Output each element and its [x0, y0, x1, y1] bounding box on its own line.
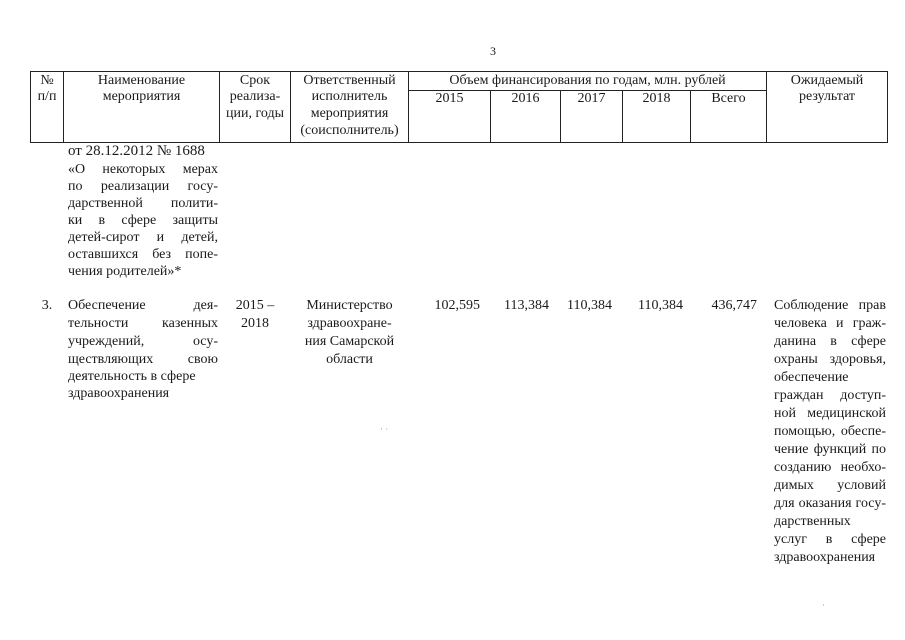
- header-year-2015: 2015: [435, 91, 464, 106]
- value-total: 436,747: [711, 298, 757, 313]
- continuation-line: чения родителей»*: [68, 264, 182, 279]
- activity-name-line: Обеспечение дея-: [68, 298, 218, 313]
- continuation-line: дарственной полити-: [68, 196, 218, 211]
- result-line: граждан доступ-: [774, 388, 886, 403]
- value-2018: 110,384: [638, 298, 683, 313]
- header-year-2017: 2017: [577, 91, 606, 106]
- activity-name-line: здравоохранения: [68, 386, 170, 401]
- header-num: №: [40, 73, 54, 88]
- value-2017: 110,384: [567, 298, 612, 313]
- continuation-line: «О некоторых мерах: [68, 162, 218, 177]
- result-line: здравоохранения: [774, 550, 876, 565]
- result-line: обеспечение: [774, 370, 849, 385]
- responsible-line: ния Самарской: [304, 334, 395, 349]
- result-line: охраны здоровья,: [774, 352, 886, 367]
- result-line: димых условий: [774, 478, 886, 493]
- result-line: чение функций по: [774, 442, 886, 457]
- responsible-line: Министерство: [306, 298, 393, 313]
- header-funding: Объем финансирования по годам, млн. рублей: [449, 73, 726, 88]
- header-term-line1: Срок: [239, 73, 271, 88]
- header-year-2016: 2016: [511, 91, 540, 106]
- continuation-line: по реализации госу-: [68, 179, 218, 194]
- activity-name-line: тельности казенных: [68, 316, 218, 331]
- activity-name-line: учреждений, осу-: [68, 334, 218, 349]
- responsible-line: здравоохране-: [307, 316, 392, 331]
- header-resp-line4: (соисполнитель): [300, 123, 399, 138]
- value-2016: 113,384: [504, 298, 549, 313]
- header-num-pp: п/п: [37, 89, 57, 104]
- result-line: помощью, обеспе-: [774, 424, 886, 439]
- header-resp-line3: мероприятия: [310, 106, 389, 121]
- header-resp-line2: исполнитель: [311, 89, 388, 104]
- result-line: данина в сфере: [774, 334, 886, 349]
- result-line: для оказания госу-: [774, 496, 886, 511]
- activity-name-line: деятельность в сфере: [68, 369, 196, 384]
- continuation-line: от 28.12.2012 № 1688: [68, 143, 205, 159]
- header-name-line2: мероприятия: [102, 89, 181, 104]
- header-total: Всего: [711, 91, 746, 106]
- result-line: услуг в сфере: [774, 532, 886, 547]
- continuation-line: оставшихся без попе-: [68, 247, 218, 262]
- header-year-2018: 2018: [642, 91, 671, 106]
- responsible-line: области: [326, 352, 373, 367]
- page-number: 3: [490, 44, 496, 58]
- header-result-line1: Ожидаемый: [790, 73, 864, 88]
- result-line: человека и граж-: [774, 316, 886, 331]
- result-line: Соблюдение прав: [774, 298, 886, 313]
- result-line: дарственных: [774, 514, 851, 529]
- scan-speck: · ·: [380, 424, 389, 434]
- activity-name-line: ществляющих свою: [68, 352, 218, 367]
- result-line: ной медицинской: [774, 406, 886, 421]
- continuation-line: ки в сфере защиты: [68, 213, 218, 228]
- scan-speck: ·: [822, 600, 825, 610]
- row-number: 3.: [41, 298, 53, 313]
- term-end: 2018: [241, 316, 269, 331]
- header-result-line2: результат: [798, 89, 856, 104]
- value-2015: 102,595: [434, 298, 480, 313]
- continuation-line: детей-сирот и детей,: [68, 230, 218, 245]
- result-line: созданию необхо-: [774, 460, 886, 475]
- header-resp-line1: Ответственный: [303, 73, 396, 88]
- header-name-line1: Наименование: [97, 73, 186, 88]
- term-start: 2015 –: [235, 298, 275, 313]
- header-term-line3: ции, годы: [226, 106, 284, 121]
- header-term-line2: реализа-: [229, 89, 281, 104]
